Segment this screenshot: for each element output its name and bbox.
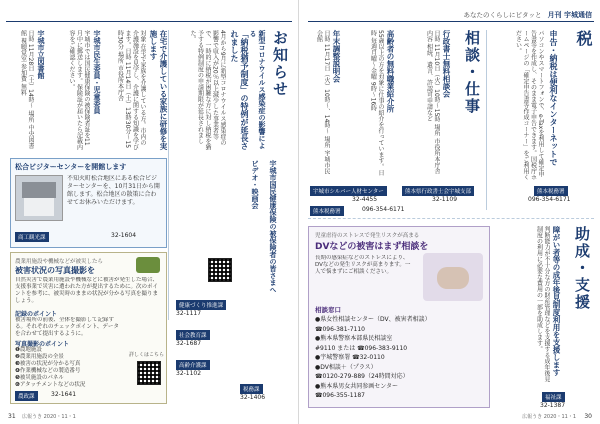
section-title-soudan: 相談・仕事 [463, 30, 481, 115]
contact-list [315, 315, 483, 401]
contact-label: 社会教育課 [176, 330, 210, 340]
header-title: 月刊 宇城通信 [547, 11, 592, 19]
contact-label: 熊本税務署 [534, 186, 568, 196]
article-head: 障がい者等の成年後見制度利用を支援します [552, 226, 561, 376]
column-divider [168, 30, 169, 320]
article-body: 日時 11月10日（火）10時〜15時 場所 市役所本庁舎 内容 相続、遺言、許認可申請など [425, 30, 440, 175]
phone-number: 32-1387 [540, 402, 566, 409]
list-item: ●DV相談＋（プラス） [315, 363, 377, 371]
article-body: 判断能力が不十分な方の財産管理などを支援する成年後見制度の利用に必要な費用の一部を助成します。 [535, 226, 550, 382]
page-number: 30 [584, 413, 592, 420]
page-number: 31 [8, 413, 16, 420]
photo-wall [24, 198, 54, 216]
article-head: 新型コロナウイルス感染症の影響による [249, 30, 266, 149]
box-title: DVなどの被害はまず相談を [315, 242, 429, 252]
list-item: ❶農地施設 [15, 347, 42, 353]
box-kicker: 児童虐待のストレスで発生リスクが高まる [315, 233, 420, 239]
header-tagline: あなたのくらしにピタッと [463, 11, 542, 19]
article-body: 4月から9月に新型コロナウイルス感染症の影響で収入が20％以上減少した事業者等で、一時的に納税が困難な方に対し納税を猶予する特例制度の申請期限が延長されました。 [189, 30, 226, 150]
list-item: ●熊本県警察本部県民相談室 [315, 335, 393, 342]
page-footer: 広報うき 2020・11・1 [522, 414, 576, 420]
article-body: 対象 在宅で家族を介護している方。市内の介護施設を見学し、介護に関する知識を学びます。日時 11月14日（土）13時30分〜15時30分 場所 市役所本庁舎 [116, 30, 146, 150]
list-item: #9110 または ☎096-383-9110 [315, 344, 408, 352]
article-head: 申告・納税は便利なインターネットで [549, 30, 558, 166]
list-item: ❷農業用施設の全景 [15, 354, 64, 360]
tractor-icon [136, 257, 160, 273]
contact-label: 熊本県行政書士会宇城支部 [402, 186, 474, 196]
list-item: ●県女性相談センター（DV、被害者相談） [315, 316, 431, 323]
contact-label: 農政課 [15, 391, 38, 401]
list-item: ❸被害の状況が分かる写真 [15, 361, 81, 367]
article-title: ビデオ・映画会 [251, 160, 259, 209]
list-item: ●熊本県男女共同参画センター [315, 382, 398, 390]
box-body: 不知火町松合地区にある松合ビジターセンターを、10月31日から開館します。松合地区の散策に合わせてお休みいただけます。 [67, 175, 160, 206]
phone-number: 096-354-6171 [528, 196, 571, 203]
article-head: 高齢者の無料職業紹介所 [386, 30, 395, 113]
column-divider [486, 30, 487, 210]
contacts-label: 相談窓口 [315, 306, 341, 314]
photo-roof [22, 182, 56, 198]
phone-number: 32-1641 [51, 391, 77, 398]
article-body: 55歳以上の方を対象に仕事の紹介を行っています。日時 毎週月曜〜金曜 9時〜16時 [369, 30, 384, 176]
phone-number: 32-1406 [240, 394, 266, 401]
article-body: パソコンやスマートフォンで、e-Taxを利用して確定申告書等を作成し、そのまま電子申告できます。国税庁ホームページの「確定申告書等作成コーナー」をご利用ください。 [514, 30, 544, 180]
box-title: 松合ビジターセンターを開館します [15, 163, 127, 171]
article-head: 宇城市民生委員・児童委員 [93, 30, 101, 114]
section-divider [308, 218, 594, 219]
phone-number: 32-1109 [432, 196, 458, 203]
article-body: 日時 11月28日（土）14時〜 場所 中央図書館 視聴覚室 参加費 無料 [19, 30, 34, 149]
qr-code[interactable] [137, 361, 161, 385]
left-page [0, 0, 299, 424]
box-body: 自然災害で農業用施設や機械などに被害が発生した場合、支援事業で災害に遭われた方が提出するために。次のポイントを参考に、被災時のままの状況が分かる写真を撮りましょう。 [15, 277, 159, 304]
article-title: 宇城市国民健康保険の被保険者の皆さまへ [269, 160, 277, 293]
contact-label: 宇城市シルバー人材センター [310, 186, 387, 196]
contact-label: 健康づくり推進課 [176, 300, 226, 310]
box-body: 長期の感染症などのストレスにより、DVなどの発生リスクが高まります。一人で悩まずにご相談ください。 [315, 255, 411, 275]
article-head: 年末調整説明会 [332, 30, 341, 83]
section-title-oshirase: お知らせ [271, 30, 289, 98]
contact-label: 商工観光課 [15, 232, 49, 242]
phone-number: 32-1117 [176, 310, 202, 317]
list-item: ☎096-381-7110 [315, 325, 365, 333]
phone-number: 32-1687 [176, 340, 202, 347]
list-item: ❹作業機械などの製造番号 [15, 368, 81, 374]
box-title: 被害状況の写真撮影を [15, 266, 95, 275]
article-body: 日時 11月17日（火）10時〜、14時〜 場所 宇城市民会館 [315, 30, 330, 175]
article-body: 宇城市では国民健康保険の被保険者証を11月中に郵送します。保険証が届いたら記載内容をご確認ください。 [68, 30, 90, 150]
list-item: ☎096-355-1187 [315, 392, 365, 399]
right-page [302, 0, 600, 424]
point-label: 記録のポイント [15, 311, 58, 318]
list-item: ❺被災施設のパネル [15, 375, 64, 381]
contact-label: 福祉課 [542, 392, 565, 402]
disaster-photo-box [10, 252, 167, 404]
article-head: 行政書士無料相談会 [442, 30, 451, 98]
section-title-zei: 税 [574, 30, 593, 48]
page-footer: 広報うき 2020・11・1 [22, 414, 76, 420]
visitor-center-box [10, 158, 167, 248]
point-label: 写真撮影のポイント [15, 341, 70, 348]
page-header [463, 10, 592, 20]
dv-consultation-box [308, 226, 490, 408]
point-body: 被害場所の前後、全体を撮影して記録する。それぞれのチェックポイント、データを合わせて提出するように。 [15, 317, 119, 337]
phone-number: 32-1604 [111, 232, 137, 239]
article-title: 「納税猶予制度」の特例が延長されました [230, 30, 249, 150]
list-item: ❻アタッチメントなどの状況 [15, 382, 86, 388]
hands-photo [423, 253, 483, 301]
building-photo [15, 175, 63, 221]
contact-label: 税務課 [240, 384, 263, 394]
list-item: ●宇城警察署 ☎32-0110 [315, 354, 385, 361]
phone-number: 096-354-6171 [362, 206, 405, 213]
qr-code[interactable] [208, 258, 232, 282]
header-rule [6, 21, 292, 22]
article-head: 宇城市立図書館 [37, 30, 45, 79]
section-title-jyosei: 助成・支援 [573, 226, 591, 311]
box-kicker: 農業用施設や機械などが被災したら [15, 259, 104, 265]
phone-number: 32-4455 [352, 196, 378, 203]
qr-caption: 詳しくはこちら [129, 352, 165, 358]
list-item: ☎0120-279-889（24時間対応） [315, 373, 409, 380]
phone-number: 32-1102 [176, 370, 202, 377]
contact-label: 熊本税務署 [310, 206, 344, 216]
contact-label: 高齢介護課 [176, 360, 210, 370]
photo-hands [437, 267, 469, 289]
header-rule [308, 21, 594, 22]
photo-point-list [15, 347, 121, 389]
article-head: 在宅で介護している家族に研修を実施します [149, 30, 168, 150]
